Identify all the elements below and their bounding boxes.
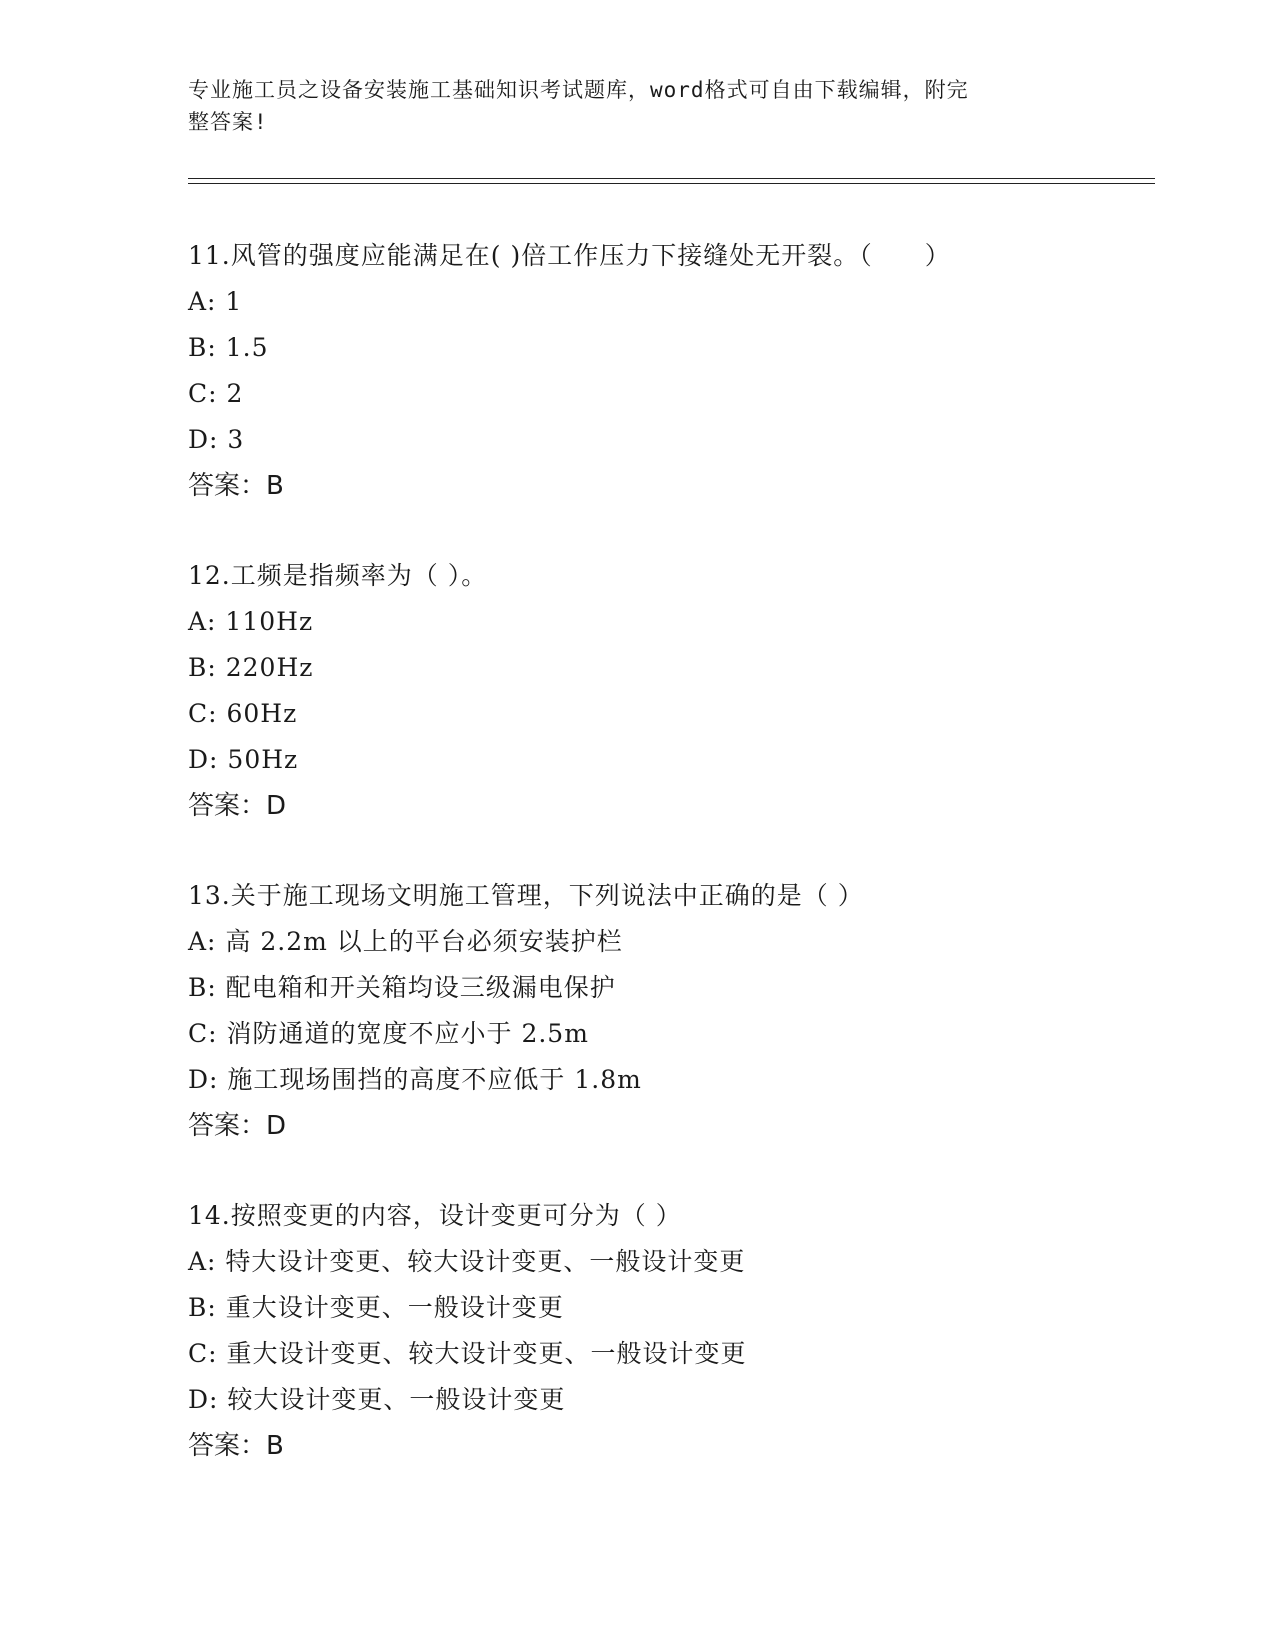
document-header: [188, 74, 1078, 138]
question-stem: 14.按照变更的内容，设计变更可分为（ ）: [188, 1201, 682, 1230]
question-block: [188, 881, 1148, 1157]
question-block: [188, 241, 1148, 517]
option-c: C: 60Hz: [188, 699, 298, 728]
option-c: C: 消防通道的宽度不应小于 2.5m: [188, 1019, 589, 1048]
question-stem: 11.风管的强度应能满足在( )倍工作压力下接缝处无开裂。（ ）: [188, 241, 951, 270]
option-a: A: 高 2.2m 以上的平台必须安装护栏: [188, 927, 623, 956]
question-block: [188, 561, 1148, 837]
question-block: [188, 1201, 1148, 1477]
answer-label: 答案：B: [188, 1431, 284, 1461]
answer-label: 答案：D: [188, 791, 287, 821]
option-b: B: 配电箱和开关箱均设三级漏电保护: [188, 973, 616, 1002]
question-stem: 12.工频是指频率为（ ）。: [188, 561, 488, 590]
question-stem: 13.关于施工现场文明施工管理，下列说法中正确的是（ ）: [188, 881, 864, 910]
option-d: D: 施工现场围挡的高度不应低于 1.8m: [188, 1065, 642, 1094]
option-a: A: 特大设计变更、较大设计变更、一般设计变更: [188, 1247, 746, 1276]
option-c: C: 重大设计变更、较大设计变更、一般设计变更: [188, 1339, 747, 1368]
header-line-2: 整答案!: [188, 110, 268, 134]
answer-label: 答案：B: [188, 471, 284, 501]
option-d: D: 较大设计变更、一般设计变更: [188, 1385, 566, 1414]
answer-label: 答案：D: [188, 1111, 287, 1141]
header-divider-top: [188, 178, 1155, 179]
option-b: B: 重大设计变更、一般设计变更: [188, 1293, 564, 1322]
option-d: D: 3: [188, 425, 245, 454]
option-b: B: 220Hz: [188, 653, 314, 682]
header-line-1: 专业施工员之设备安装施工基础知识考试题库，word格式可自由下载编辑，附完: [188, 78, 969, 102]
option-a: A: 110Hz: [188, 607, 314, 636]
option-d: D: 50Hz: [188, 745, 299, 774]
option-a: A: 1: [188, 287, 243, 316]
header-divider-bottom: [188, 183, 1155, 184]
option-c: C: 2: [188, 379, 244, 408]
option-b: B: 1.5: [188, 333, 269, 362]
